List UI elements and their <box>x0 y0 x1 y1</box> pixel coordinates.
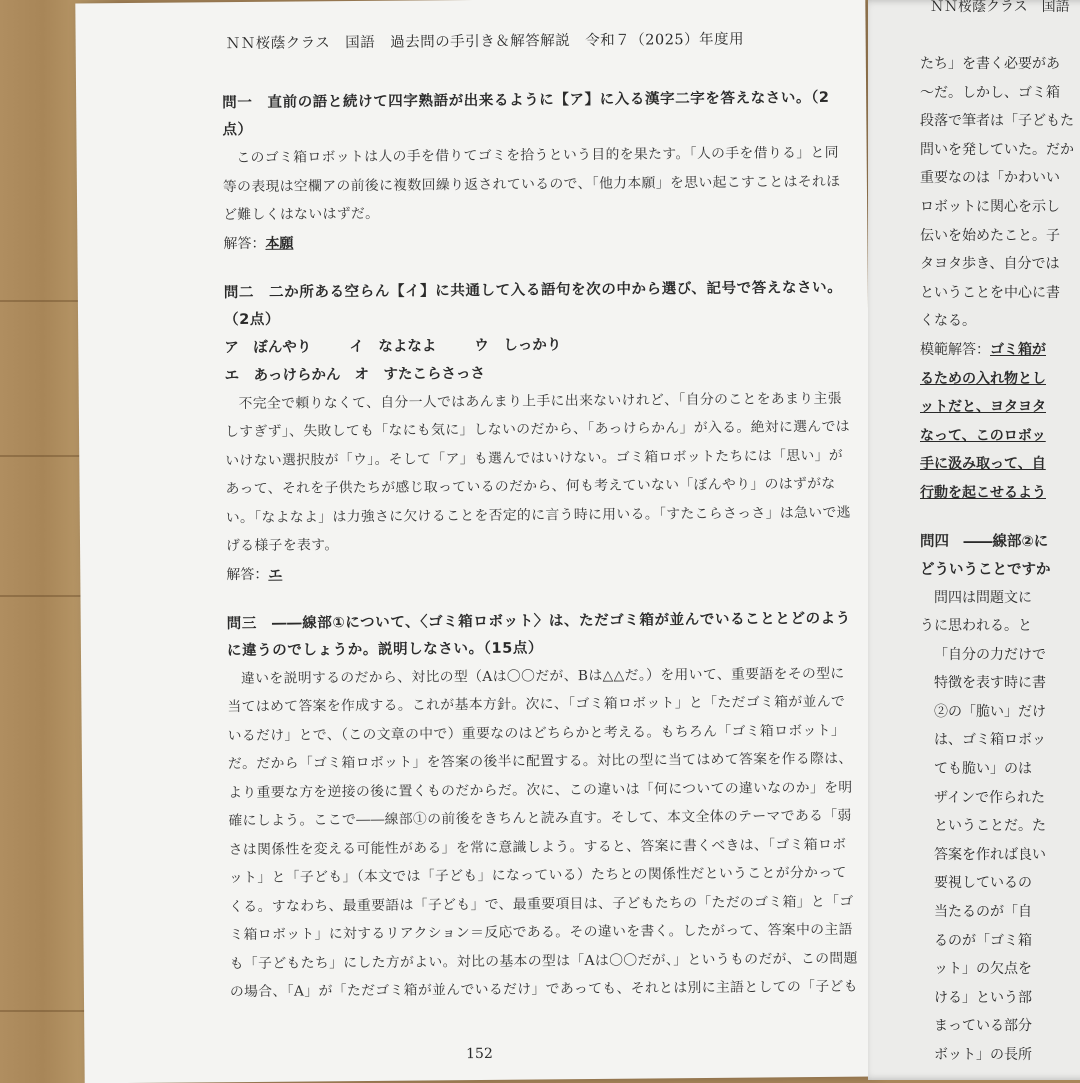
text-line: 伝いを始めたこと。子 <box>920 227 1060 244</box>
option-o: オ すたこらさっさ <box>354 365 485 383</box>
text-line: ザインで作られた <box>934 789 1046 806</box>
question-2-title: 問二 二か所ある空らん【イ】に共通して入る語句を次の中から選び、記号で答えなさい。（2点） <box>223 279 843 328</box>
text-line: 問四は問題文に <box>934 589 1032 606</box>
option-e: エ あっけらかん <box>224 366 341 384</box>
question-1 <box>222 85 853 258</box>
text-line: 段落で筆者は「子どもた <box>920 113 1074 130</box>
model-answer-label: 模範解答： <box>920 341 990 358</box>
answer-value: 本願 <box>265 235 294 252</box>
text-line: タヨタ歩き、自分では <box>920 256 1060 273</box>
question-3-title: 問三 ――線部①について、〈ゴミ箱ロボット〉は、ただゴミ箱が並んでいることとどのように違うのでしょうか。説明しなさい。（15点） <box>226 610 851 659</box>
text-line: 「自分の力だけで <box>934 646 1046 663</box>
model-answer-text: 行動を起こせるよう <box>920 484 1046 501</box>
right-page-header: ＮＮ桜蔭クラス 国語 <box>930 0 1070 15</box>
text-line: ける」という部 <box>934 989 1032 1006</box>
page-header: ＮＮ桜蔭クラス 国語 過去問の手引き＆解答解説 令和７（2025）年度用 <box>225 31 745 53</box>
text-line: 要視しているの <box>934 875 1032 892</box>
text-line: 問いを発していた。だか <box>920 141 1074 158</box>
option-a: ア ぼんやり <box>224 338 312 356</box>
model-answer-text: るための入れ物とし <box>920 370 1046 387</box>
text-line: くなる。 <box>920 313 976 330</box>
model-answer <box>920 336 1080 508</box>
page-content <box>222 85 860 1007</box>
text-line: うに思われる。と <box>920 618 1032 635</box>
answer-value: エ <box>268 566 283 583</box>
model-answer-text: ットだと、ヨタヨタ <box>920 399 1046 416</box>
model-answer-text: 手に汲み取って、自 <box>920 456 1046 473</box>
text-line: まっている部分 <box>934 1018 1032 1035</box>
model-answer-text: なって、このロボッ <box>920 427 1046 444</box>
main-page <box>75 0 874 1083</box>
text-line: ロボットに関心を示し <box>920 198 1060 215</box>
question-3 <box>227 605 860 1006</box>
text-line: たち」を書く必要があ <box>920 56 1060 72</box>
question-2 <box>224 274 857 588</box>
option-u: ウ しっかり <box>474 336 562 354</box>
question-2-explanation: 不完全で頼りなくて、自分一人ではあんまり上手に出来ないけれど、「自分のことをあまり主張しすぎず」、失敗しても「なにも気に」しないのだから、「あっけらかん」が入る。絶対に選んではいけない選択肢が「ウ」。そして「ア」も選んではいけない。ゴミ箱ロボットたちには「思い」があって、それを子供たちが感じ取っているのだから、何も考えていない「ぼんやり」のはずがない。「なよなよ」は力強さに欠けることを否定的に言う時に用いる。「すたこらさっさ」は急いで逃げる様子を表す。 <box>224 390 851 555</box>
question-1-title: 問一 直前の語と続けて四字熟語が出来るように【ア】に入る漢字二字を答えなさい。（2点） <box>222 89 830 139</box>
answer-label: 解答： <box>223 235 266 252</box>
page-number: 152 <box>466 1045 493 1063</box>
text-line: 答案を作れば良い <box>934 846 1046 863</box>
text-line: 〜だ。しかし、ゴミ箱 <box>920 84 1060 101</box>
text-line: るのが「ゴミ箱 <box>934 932 1032 949</box>
question-4-title: 問四 ――線部②に <box>920 533 1049 550</box>
text-line: ット」の欠点を <box>934 961 1032 978</box>
answer-label: 解答： <box>226 566 269 583</box>
model-answer-text: ゴミ箱が <box>990 341 1046 358</box>
text-line: ②の「脆い」だけ <box>934 703 1046 720</box>
text-line: ということを中心に書 <box>920 284 1060 301</box>
question-4 <box>920 528 1080 584</box>
question-4-title: どういうことですか <box>920 561 1051 578</box>
text-line: ということだ。た <box>934 818 1046 835</box>
text-line: 特徴を表す時に書 <box>934 675 1046 692</box>
question-1-explanation: このゴミ箱ロボットは人の手を借りてゴミを拾うという目的を果たす。「人の手を借りる」と同等の表現は空欄アの前後に複数回繰り返されているので、「他力本願」を思い起こすことはそれほど難しくはないはずだ。 <box>222 144 841 224</box>
right-page <box>868 0 1080 1080</box>
question-4-explanation <box>920 584 1080 1070</box>
text-line: ボット」の長所 <box>934 1047 1032 1063</box>
text-line: ても脆い」のは <box>934 761 1032 778</box>
text-line: 重要なのは「かわいい <box>920 170 1060 187</box>
right-page-intro <box>920 50 1080 336</box>
right-page-content <box>920 50 1080 1070</box>
question-2-options <box>224 328 854 389</box>
option-i: イ なよなよ <box>349 337 437 355</box>
text-line: 当たるのが「自 <box>934 904 1032 921</box>
model-answer-line <box>920 336 1080 365</box>
text-line: は、ゴミ箱ロボッ <box>934 732 1046 749</box>
question-3-explanation: 違いを説明するのだから、対比の型（Aは〇〇だが、Bは△△だ。）を用いて、重要語をその型に当てはめて答案を作成する。これが基本方針。次に、「ゴミ箱ロボット」と「ただゴミ箱が並んでいるだけ」とで、（この文章の中で）重要なのはどちらかと考える。もちろん「ゴミ箱ロボット」だ。だから「ゴミ箱ロボット」を答案の後半に配置する。対比の型に当てはめて答案を作る際は、より重要な方を逆接の後に置くものだからだ。次に、この違いは「何についての違いなのか」を明確にしよう。ここで――線部①の前後をきちんと読み直す。そして、本文全体のテーマである「弱さは関係性を変える可能性がある」を常に意識しよう。すると、答案に書くべきは、「ゴミ箱ロボット」と「子ども」（本文では「子ども」になっている）たちとの関係性だということが分かってくる。すなわち、最重要語は「子ども」で、最重要項目は、子どもたちの「ただのゴミ箱」と「ゴミ箱ロボット」に対するリアクション＝反応である。その違いを書く。したがって、答案中の主語も「子どもたち」にした方がよい。対比の基本の型は「Aは〇〇だが、」というものだが、この問題の場合、「A」が「ただゴミ箱が並んでいるだけ」であっても、それとは別に主語としての「子ども <box>227 665 858 1001</box>
